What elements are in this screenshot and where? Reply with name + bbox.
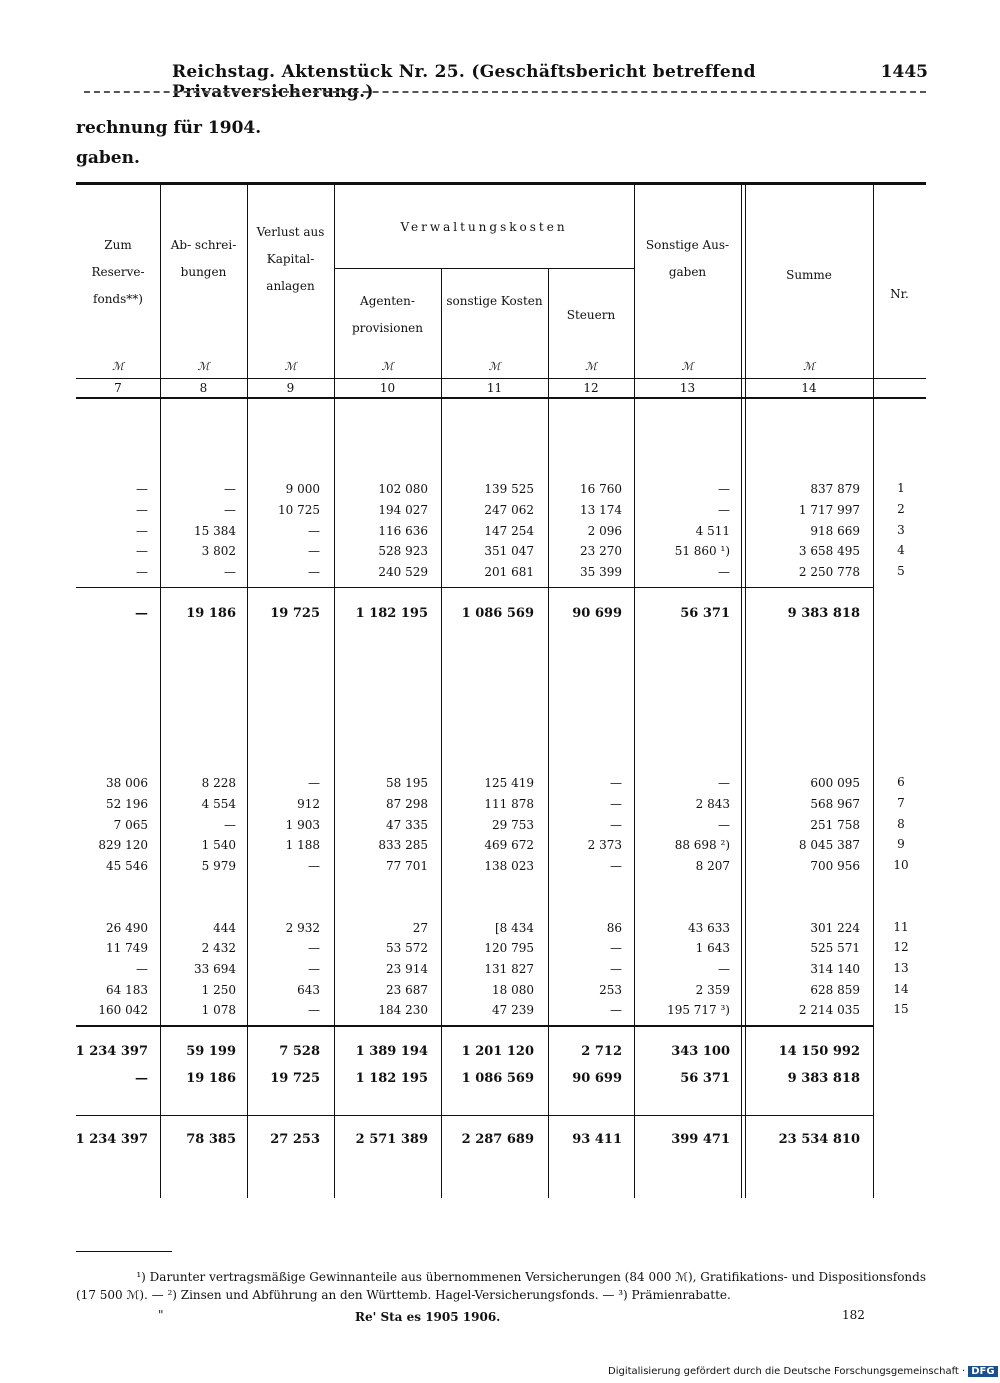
table-row-c10: 47 335 bbox=[386, 818, 428, 832]
grand-total-c8: 78 385 bbox=[186, 1132, 236, 1147]
dfg-notice bbox=[608, 1366, 998, 1377]
table-row-c13: 8 207 bbox=[695, 859, 730, 873]
group-a-total-c9: 19 725 bbox=[270, 606, 320, 621]
subtotal-1-c13: 343 100 bbox=[671, 1044, 730, 1059]
table-row-c10: 23 914 bbox=[386, 962, 428, 976]
section-subheading-2: gaben. bbox=[76, 148, 140, 168]
table-row-c12: — bbox=[610, 797, 622, 811]
table-row-c9: — bbox=[308, 565, 320, 579]
col-header-14: Summe bbox=[786, 268, 832, 282]
col-number: 8 bbox=[199, 381, 208, 395]
table-row-nr: 8 bbox=[897, 817, 905, 831]
subtotal-2-c9: 19 725 bbox=[270, 1071, 320, 1086]
subtotal-rule bbox=[76, 1025, 874, 1027]
table-row-nr: 3 bbox=[897, 523, 905, 537]
table-row-c9: — bbox=[308, 544, 320, 558]
footer-number: 182 bbox=[842, 1308, 865, 1322]
col-number: 9 bbox=[286, 381, 295, 395]
table-row-c8: 15 384 bbox=[194, 524, 236, 538]
table-row-c9: — bbox=[308, 962, 320, 976]
table-row-c13: 1 643 bbox=[695, 941, 730, 955]
table-row-c7: — bbox=[136, 962, 148, 976]
header-title: Reichstag. Aktenstück Nr. 25. (Geschäftsbericht betreffend Privatversicherung.) bbox=[172, 62, 756, 102]
table-row-c13: — bbox=[718, 503, 730, 517]
grand-total-c13: 399 471 bbox=[671, 1132, 730, 1147]
subtotal-1-c9: 7 528 bbox=[279, 1044, 320, 1059]
table-row-c13: — bbox=[718, 565, 730, 579]
subtotal-1-c14: 14 150 992 bbox=[778, 1044, 860, 1059]
table-row-c7: 45 546 bbox=[106, 859, 148, 873]
unit-mark: ℳ bbox=[112, 360, 124, 373]
table-row-c14: 2 250 778 bbox=[798, 565, 860, 579]
table-row-c12: 253 bbox=[599, 983, 622, 997]
subtotal-1-c12: 2 712 bbox=[581, 1044, 622, 1059]
table-row-nr: 12 bbox=[893, 940, 909, 954]
col-header-13: Sonstige Aus- gaben bbox=[645, 238, 730, 279]
footnote-rule bbox=[76, 1251, 172, 1252]
table-row-c14: 525 571 bbox=[810, 941, 860, 955]
table-top-rule bbox=[76, 182, 926, 185]
table-row-c8: 4 554 bbox=[201, 797, 236, 811]
header-rule bbox=[84, 91, 926, 93]
table-row-c8: 444 bbox=[213, 921, 236, 935]
subtotal-1-c7: 1 234 397 bbox=[75, 1044, 148, 1059]
table-row-c7: — bbox=[136, 544, 148, 558]
table-row-c7: — bbox=[136, 482, 148, 496]
table-row-c11: 147 254 bbox=[484, 524, 534, 538]
group-header-verwaltungskosten: Verwaltungskosten bbox=[400, 220, 568, 234]
col-number: 10 bbox=[379, 381, 396, 395]
table-row-c13: — bbox=[718, 818, 730, 832]
table-row-c10: 116 636 bbox=[378, 524, 428, 538]
table-row-c10: 194 027 bbox=[378, 503, 428, 517]
col-divider bbox=[741, 185, 742, 1198]
table-row-c8: 1 250 bbox=[201, 983, 236, 997]
table-row-c14: 301 224 bbox=[810, 921, 860, 935]
table-row-c7: — bbox=[136, 565, 148, 579]
table-row-nr: 9 bbox=[897, 837, 905, 851]
table-row-c9: 1 903 bbox=[285, 818, 320, 832]
table-row-c13: 4 511 bbox=[695, 524, 730, 538]
table-row-c14: 918 669 bbox=[810, 524, 860, 538]
footer-center: Re' Sta es 1905 1906. bbox=[355, 1310, 501, 1324]
group-a-total-c11: 1 086 569 bbox=[461, 606, 534, 621]
col-number: 7 bbox=[114, 381, 122, 395]
col-header-11: sonstige Kosten bbox=[446, 294, 543, 308]
group-a-total-c14: 9 383 818 bbox=[787, 606, 860, 621]
table-row-c10: 58 195 bbox=[386, 776, 428, 790]
table-row-c13: 88 698 ²) bbox=[674, 838, 730, 852]
table-row-c9: 1 188 bbox=[285, 838, 320, 852]
table-row-c14: 251 758 bbox=[810, 818, 860, 832]
unit-mark: ℳ bbox=[803, 360, 815, 373]
grand-total-c12: 93 411 bbox=[572, 1132, 622, 1147]
table-row-c14: 700 956 bbox=[810, 859, 860, 873]
unit-mark: ℳ bbox=[585, 360, 597, 373]
table-row-c7: 7 065 bbox=[113, 818, 148, 832]
col-divider bbox=[745, 185, 746, 1198]
table-row-c9: 2 932 bbox=[285, 921, 320, 935]
table-row-c14: 8 045 387 bbox=[798, 838, 860, 852]
table-row-c8: — bbox=[224, 818, 236, 832]
header-units-rule bbox=[76, 378, 926, 379]
unit-mark: ℳ bbox=[197, 360, 210, 373]
table-row-c7: 38 006 bbox=[106, 776, 148, 790]
table-row-c7: 160 042 bbox=[98, 1003, 148, 1017]
table-row-c8: 1 540 bbox=[201, 838, 236, 852]
page-number: 1445 bbox=[880, 62, 928, 82]
table-row-nr: 6 bbox=[897, 775, 905, 789]
col-header-nr: Nr. bbox=[890, 287, 909, 301]
table-row-c9: 10 725 bbox=[278, 503, 320, 517]
table-row-c8: — bbox=[224, 503, 236, 517]
table-row-c9: — bbox=[308, 859, 320, 873]
subtotal-1-c11: 1 201 120 bbox=[461, 1044, 534, 1059]
table-row-c8: 8 228 bbox=[201, 776, 236, 790]
table-row-c11: 29 753 bbox=[492, 818, 534, 832]
dfg-notice-text: Digitalisierung gefördert durch die Deutsche Forschungsgemeinschaft · bbox=[608, 1366, 966, 1377]
table-row-c8: 2 432 bbox=[201, 941, 236, 955]
table-row-c13: 2 843 bbox=[695, 797, 730, 811]
table-row-c13: 195 717 ³) bbox=[667, 1003, 730, 1017]
table-row-c8: 5 979 bbox=[201, 859, 236, 873]
table-row-c11: 131 827 bbox=[484, 962, 534, 976]
table-row-c10: 77 701 bbox=[386, 859, 428, 873]
table-row-c13: — bbox=[718, 962, 730, 976]
group-a-total-c7: — bbox=[135, 606, 148, 621]
table-row-c11: 201 681 bbox=[484, 565, 534, 579]
table-row-c12: 35 399 bbox=[580, 565, 622, 579]
table-row-nr: 5 bbox=[897, 564, 905, 578]
col-header-7: Zum Reserve- fonds**) bbox=[91, 238, 145, 306]
table-row-c11: [8 434 bbox=[494, 921, 534, 935]
table-row-nr: 15 bbox=[893, 1002, 909, 1016]
table-row-c10: 102 080 bbox=[378, 482, 428, 496]
table-row-c11: 469 672 bbox=[484, 838, 534, 852]
table-row-c14: 2 214 035 bbox=[798, 1003, 860, 1017]
grand-total-c7: 1 234 397 bbox=[75, 1132, 148, 1147]
header-bottom-rule bbox=[76, 397, 926, 399]
table-row-c12: 2 373 bbox=[587, 838, 622, 852]
table-row-c12: 86 bbox=[606, 921, 622, 935]
table-row-c10: 184 230 bbox=[378, 1003, 428, 1017]
footnote-line-1: ¹) Darunter vertragsmäßige Gewinnanteile aus übernommenen Versicherungen (84 000 ℳ), Gratifikations- und Dispositionsfonds bbox=[136, 1270, 926, 1284]
table-row-c8: — bbox=[224, 565, 236, 579]
col-number: 12 bbox=[583, 381, 599, 395]
table-row-c13: — bbox=[718, 482, 730, 496]
unit-mark: ℳ bbox=[381, 360, 394, 373]
table-row-c10: 87 298 bbox=[386, 797, 428, 811]
table-row-c9: — bbox=[308, 1003, 320, 1017]
col-header-12: Steuern bbox=[566, 308, 616, 322]
table-row-c13: 43 633 bbox=[688, 921, 730, 935]
subtotal-1-c10: 1 389 194 bbox=[355, 1044, 428, 1059]
table-row-c10: 23 687 bbox=[386, 983, 428, 997]
table-row-c7: 52 196 bbox=[106, 797, 148, 811]
table-row-c12: — bbox=[610, 818, 622, 832]
table-row-c11: 18 080 bbox=[492, 983, 534, 997]
table-row-c13: — bbox=[718, 776, 730, 790]
table-row-c7: 11 749 bbox=[106, 941, 148, 955]
col-divider bbox=[873, 185, 874, 1198]
table-row-c14: 600 095 bbox=[810, 776, 860, 790]
subtotal-2-c14: 9 383 818 bbox=[787, 1071, 860, 1086]
group-a-total-c10: 1 182 195 bbox=[355, 606, 428, 621]
group-header-rule bbox=[334, 268, 634, 269]
table-row-nr: 2 bbox=[897, 502, 905, 516]
table-row-c11: 125 419 bbox=[484, 776, 534, 790]
col-number: 11 bbox=[486, 381, 503, 395]
table-row-c10: 833 285 bbox=[378, 838, 428, 852]
table-row-c7: 26 490 bbox=[106, 921, 148, 935]
table-row-c10: 240 529 bbox=[378, 565, 428, 579]
table-row-c11: 47 239 bbox=[492, 1003, 534, 1017]
subtotal-2-c11: 1 086 569 bbox=[461, 1071, 534, 1086]
table-row-c12: 23 270 bbox=[580, 544, 622, 558]
col-number: 14 bbox=[801, 381, 817, 395]
table-row-c10: 53 572 bbox=[386, 941, 428, 955]
table-row-c14: 3 658 495 bbox=[798, 544, 860, 558]
subtotal-2-c8: 19 186 bbox=[186, 1071, 236, 1086]
table-row-c9: 9 000 bbox=[285, 482, 320, 496]
table-row-nr: 13 bbox=[893, 961, 909, 975]
group-a-total-rule bbox=[76, 587, 874, 588]
table-row-c12: — bbox=[610, 941, 622, 955]
grand-total-c10: 2 571 389 bbox=[355, 1132, 428, 1147]
table-row-c7: — bbox=[136, 524, 148, 538]
subtotal-2-c7: — bbox=[135, 1071, 148, 1086]
table-row-c8: 33 694 bbox=[194, 962, 236, 976]
table-row-c11: 247 062 bbox=[484, 503, 534, 517]
running-header bbox=[172, 62, 928, 102]
table-row-c14: 568 967 bbox=[810, 797, 860, 811]
subtotal-2-c10: 1 182 195 bbox=[355, 1071, 428, 1086]
table-row-c10: 528 923 bbox=[378, 544, 428, 558]
grand-total-rule bbox=[76, 1115, 874, 1116]
table-row-c12: 13 174 bbox=[580, 503, 622, 517]
footer-mark: " bbox=[158, 1308, 164, 1322]
table-row-nr: 1 bbox=[897, 481, 905, 495]
table-row-c7: 64 183 bbox=[106, 983, 148, 997]
table-row-c12: — bbox=[610, 859, 622, 873]
col-header-10: Agenten- provisionen bbox=[351, 294, 424, 335]
table-row-c7: 829 120 bbox=[98, 838, 148, 852]
subtotal-1-c8: 59 199 bbox=[186, 1044, 236, 1059]
table-row-c12: — bbox=[610, 962, 622, 976]
unit-mark: ℳ bbox=[681, 360, 694, 373]
table-row-c10: 27 bbox=[412, 921, 428, 935]
table-row-nr: 14 bbox=[893, 982, 909, 996]
table-row-c11: 138 023 bbox=[484, 859, 534, 873]
table-row-c9: — bbox=[308, 941, 320, 955]
table-row-c9: — bbox=[308, 524, 320, 538]
table-row-c9: 643 bbox=[297, 983, 320, 997]
footnote-line-2: (17 500 ℳ). — ²) Zinsen und Abführung an den Württemb. Hagel-Versicherungsfonds. — ³) Prämienrabatte. bbox=[76, 1288, 731, 1302]
table-row-c12: 2 096 bbox=[587, 524, 622, 538]
table-row-nr: 7 bbox=[897, 796, 905, 810]
col-header-8: Ab- schrei- bungen bbox=[170, 238, 237, 279]
col-number: 13 bbox=[679, 381, 696, 395]
unit-mark: ℳ bbox=[488, 360, 501, 373]
table-row-c12: — bbox=[610, 776, 622, 790]
group-a-total-c8: 19 186 bbox=[186, 606, 236, 621]
table-row-c12: 16 760 bbox=[580, 482, 622, 496]
table-row-c8: 3 802 bbox=[201, 544, 236, 558]
unit-mark: ℳ bbox=[284, 360, 297, 373]
table-row-c14: 837 879 bbox=[810, 482, 860, 496]
group-a-total-c12: 90 699 bbox=[572, 606, 622, 621]
table-row-c11: 351 047 bbox=[484, 544, 534, 558]
table-row-c14: 628 859 bbox=[810, 983, 860, 997]
table-row-c8: — bbox=[224, 482, 236, 496]
table-row-c12: — bbox=[610, 1003, 622, 1017]
table-row-nr: 4 bbox=[897, 543, 905, 557]
group-a-total-c13: 56 371 bbox=[680, 606, 730, 621]
table-row-c11: 111 878 bbox=[484, 797, 534, 811]
section-subheading: rechnung für 1904. bbox=[76, 118, 262, 138]
table-row-c13: 2 359 bbox=[695, 983, 730, 997]
table-row-c9: 912 bbox=[297, 797, 320, 811]
table-row-c14: 1 717 997 bbox=[798, 503, 860, 517]
table-row-nr: 11 bbox=[893, 920, 909, 934]
table-row-c7: — bbox=[136, 503, 148, 517]
subtotal-2-c13: 56 371 bbox=[680, 1071, 730, 1086]
subtotal-2-c12: 90 699 bbox=[572, 1071, 622, 1086]
table-row-c13: 51 860 ¹) bbox=[674, 544, 730, 558]
col-header-9: Verlust aus Kapital- anlagen bbox=[256, 225, 325, 293]
grand-total-c9: 27 253 bbox=[270, 1132, 320, 1147]
grand-total-c11: 2 287 689 bbox=[461, 1132, 534, 1147]
grand-total-c14: 23 534 810 bbox=[778, 1132, 860, 1147]
table-row-nr: 10 bbox=[893, 858, 909, 872]
table-row-c11: 139 525 bbox=[484, 482, 534, 496]
table-row-c9: — bbox=[308, 776, 320, 790]
table-row-c8: 1 078 bbox=[201, 1003, 236, 1017]
table-row-c14: 314 140 bbox=[810, 962, 860, 976]
dfg-logo: DFG bbox=[968, 1366, 997, 1377]
table-row-c11: 120 795 bbox=[484, 941, 534, 955]
